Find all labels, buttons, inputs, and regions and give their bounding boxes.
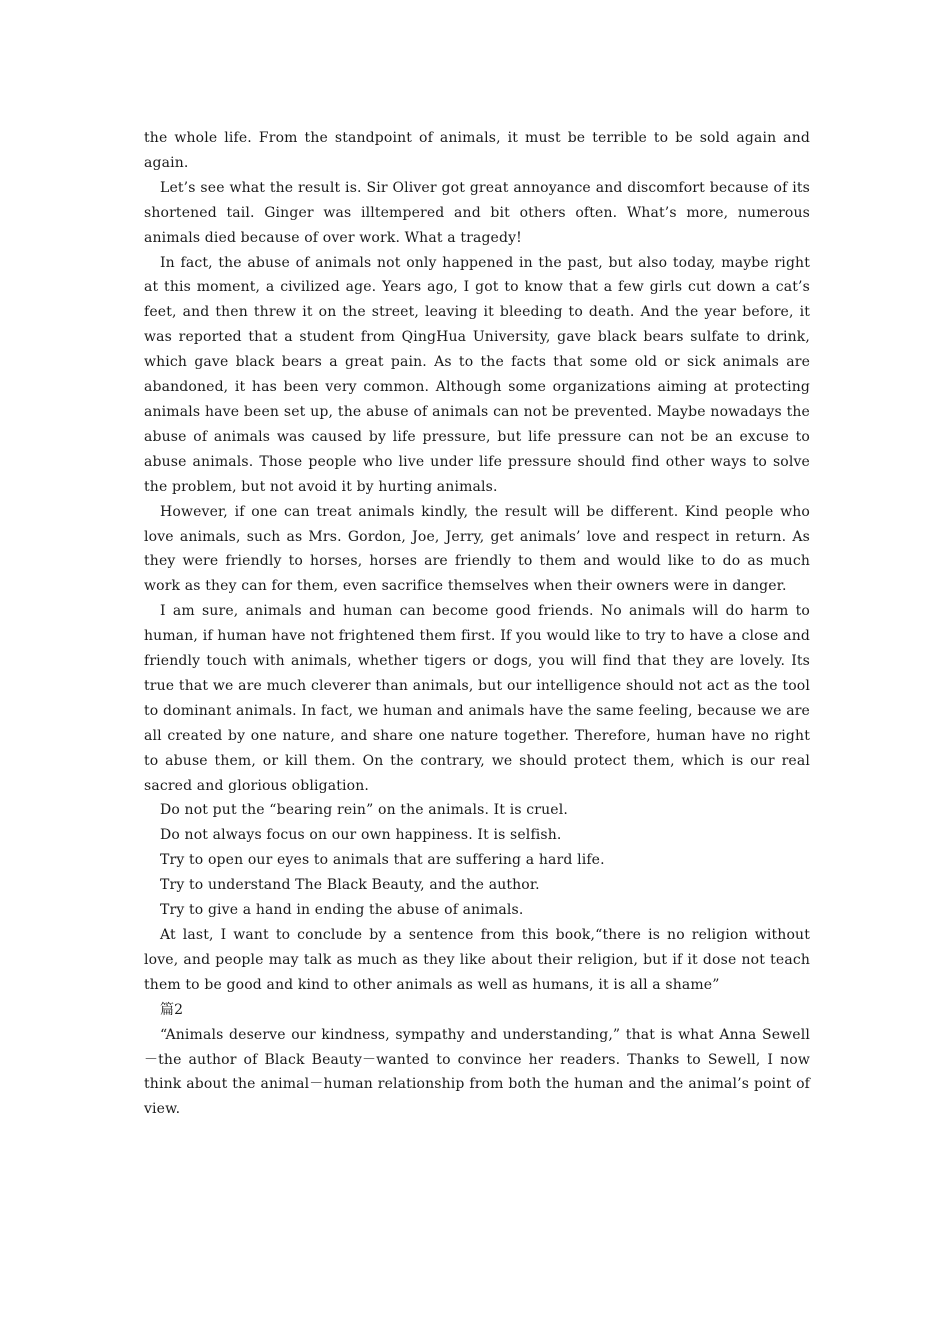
paragraph-5: I am sure, animals and human can become good friends. No animals will do harm to human, if human have not frightened them first. If you would like to try to have a close and friendly touch with animals, whether tigers or dogs, you will find that they are lovely. Its true that we are much cleverer than animals, but our intelligence should not act as the tool to dominant animals. In fact, we human and animals have the same feeling, because we are all created by one nature, and share one nature together. Therefore, human have no right to abuse them, or kill them. On the contrary, we should protect them, which is our real sacred and glorious obligation. (144, 603, 810, 794)
paragraph-8: Try to open our eyes to animals that are suffering a hard life. (160, 852, 605, 869)
paragraph-2: Let’s see what the result is. Sir Oliver got great annoyance and discomfort because of its shortened tail. Ginger was illtempered and bit others often. What’s more, numerous animals died because of over work. What a tragedy! (144, 179, 810, 246)
paragraph-4: However, if one can treat animals kindly, the result will be different. Kind people who love animals, such as Mrs. Gordon, Joe, Jerry, get animals’ love and respect in return. As they were friendly to horses, horses are friendly to them and would like to do as much work as they can for them, even sacrifice themselves when their owners were in danger. (144, 503, 810, 595)
paragraph-3: In fact, the abuse of animals not only happened in the past, but also today, maybe right at this moment, a civilized age. Years ago, I got to know that a few girls cut down a cat’s feet, and then threw it on the street, leaving it bleeding to death. And the year before, it was reported that a student from QingHua University, gave black bears sulfate to drink, which gave black bears a great pain. As to the facts that some old or sick animals are abandoned, it has been very common. Although some organizations aiming at protecting animals have been set up, the abuse of animals can not be prevented. Maybe nowadays the abuse of animals was caused by life pressure, but life pressure can not be an excuse to abuse animals. Those people who live under life pressure should find other ways to solve the problem, but not avoid it by hurting animals. (144, 254, 810, 495)
paragraph-10: Try to give a hand in ending the abuse of animals. (160, 902, 524, 919)
section-heading: 篇2 (160, 1001, 184, 1018)
paragraph-9: Try to understand The Black Beauty, and the author. (160, 877, 540, 894)
document-page (144, 126, 810, 1122)
paragraph-1: the whole life. From the standpoint of animals, it must be terrible to be sold again and again. (144, 130, 810, 171)
paragraph-7: Do not always focus on our own happiness. It is selfish. (160, 827, 562, 844)
paragraph-11: At last, I want to conclude by a sentence from this book,“there is no religion without love, and people may talk as much as they like about their religion, but if it dose not teach them to be good and kind to other animals as well as humans, it is all a shame” (144, 927, 810, 993)
paragraph-6: Do not put the “bearing rein” on the animals. It is cruel. (160, 802, 568, 819)
paragraph-12: “Animals deserve our kindness, sympathy and understanding,” that is what Anna Sewell－the author of Black Beauty－wanted to convince her readers. Thanks to Sewell, I now think about the animal－human relationship from both the human and the animal’s point of view. (144, 1026, 810, 1118)
